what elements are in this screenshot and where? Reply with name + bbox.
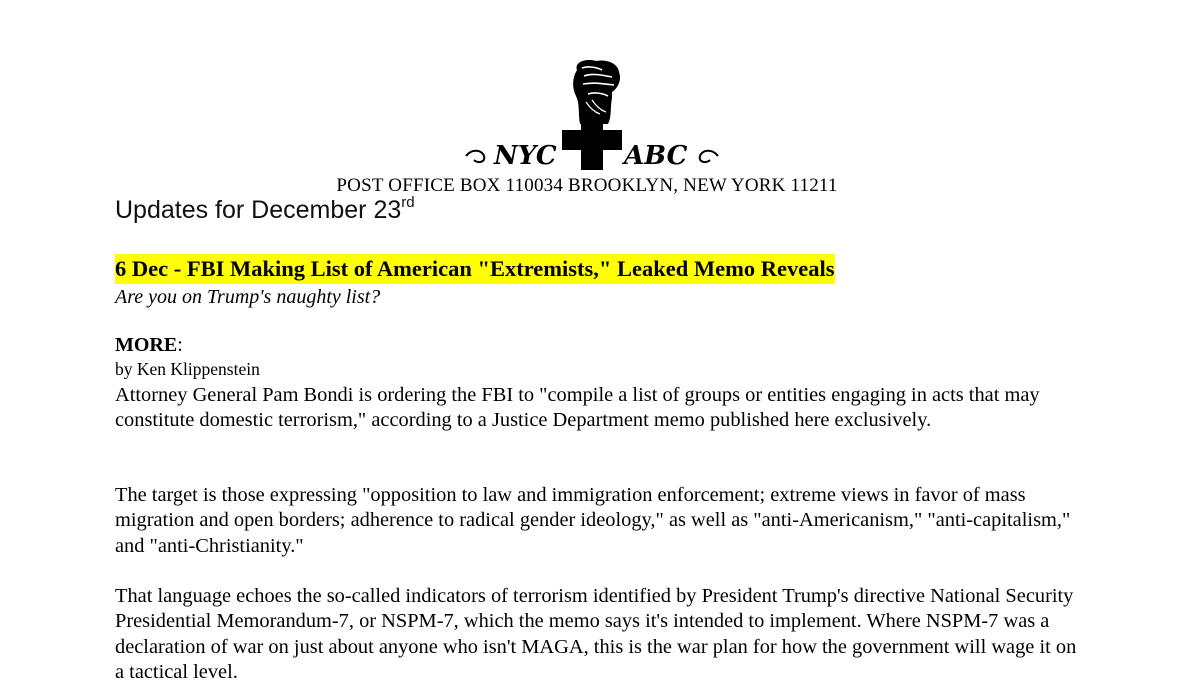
logo-text-left: NYC (494, 141, 557, 171)
more-colon: : (177, 334, 183, 356)
article-subheadline: Are you on Trump's naughty list? (115, 286, 381, 308)
page-title (115, 196, 415, 225)
cross-icon (562, 124, 622, 170)
byline: by Ken Klippenstein (115, 359, 260, 379)
address-line (0, 175, 1192, 197)
page-title-suffix: rd (401, 194, 415, 211)
nyc-abc-logo (462, 58, 722, 176)
logo-text-right: ABC (624, 141, 688, 171)
address-text: POST OFFICE BOX 110034 BROOKLYN, NEW YORK 11211 (336, 175, 838, 196)
more-label (115, 334, 183, 357)
article-paragraph: The target is those expressing "opposition to law and immigration enforcement; extreme views in favor of mass migration and open borders; adherence to radical gender ideology," as well as "anti-Americanism," "anti-capitalism," and "anti-Christianity." (115, 484, 1071, 557)
article-paragraph: Attorney General Pam Bondi is ordering the FBI to "compile a list of groups or entities engaging in acts that may constitute domestic terrorism," according to a Justice Department memo published here exclusively. (115, 384, 1040, 432)
article-paragraph: That language echoes the so-called indicators of terrorism identified by President Trump's directive National Security Presidential Memorandum-7, or NSPM-7, which the memo says it's intended to implement. Where NSPM-7 was a declaration of war on just about anyone who isn't MAGA, this is the war plan for how the government will wage it on a tactical level. (115, 585, 1077, 683)
article-headline: 6 Dec - FBI Making List of American "Extremists," Leaked Memo Reveals (115, 254, 835, 284)
raised-fist-icon (573, 60, 620, 124)
more-link[interactable]: MORE (115, 334, 178, 356)
page-title-text: Updates for December 23 (115, 196, 402, 224)
